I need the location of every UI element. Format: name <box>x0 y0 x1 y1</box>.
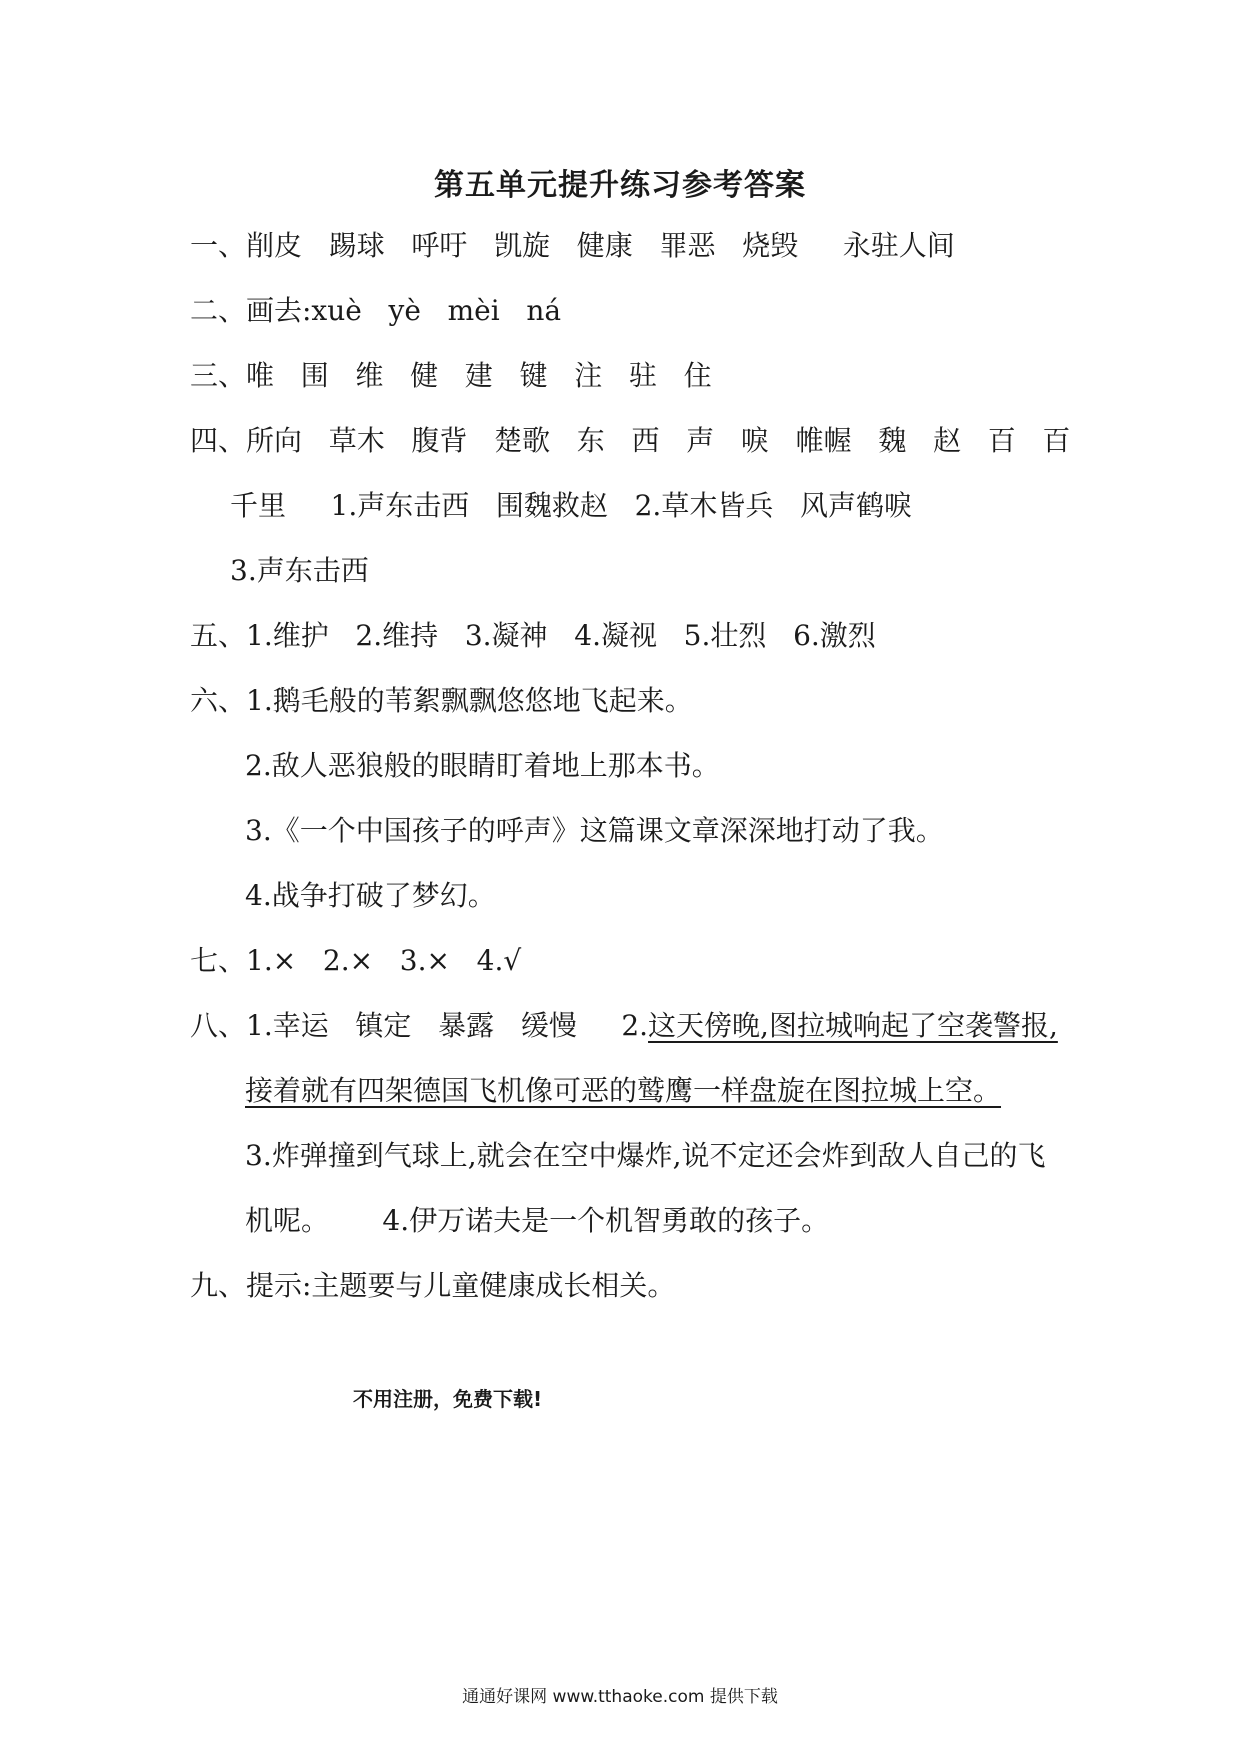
answer-q8-line4: 机呢。 4.伊万诺夫是一个机智勇敢的孩子。 <box>245 1204 830 1237</box>
answer-q8-prefix: 八、1.幸运 镇定 暴露 缓慢 2. <box>190 1009 649 1042</box>
answer-q6-1: 六、1.鹅毛般的苇絮飘飘悠悠地飞起来。 <box>190 684 693 717</box>
answer-q8-line1 <box>190 1006 1058 1046</box>
answer-q6-3: 3.《一个中国孩子的呼声》这篇课文章深深地打动了我。 <box>245 814 944 847</box>
promo-text: 不用注册，免费下载! <box>353 1387 543 1411</box>
page-title: 第五单元提升练习参考答案 <box>434 168 806 203</box>
answer-q1: 一、削皮 踢球 呼吁 凯旋 健康 罪恶 烧毁 永驻人间 <box>190 229 955 262</box>
footer-text: 通通好课网 www.tthaoke.com 提供下载 <box>462 1687 778 1707</box>
answer-q8-line3: 3.炸弹撞到气球上,就会在空中爆炸,说不定还会炸到敌人自己的飞 <box>245 1139 1046 1172</box>
answer-q4-line3: 3.声东击西 <box>230 554 369 587</box>
answer-q5: 五、1.维护 2.维持 3.凝神 4.凝视 5.壮烈 6.激烈 <box>190 619 876 652</box>
answer-q6-4: 4.战争打破了梦幻。 <box>245 879 496 912</box>
answer-q4-line2: 千里 1.声东击西 围魏救赵 2.草木皆兵 风声鹤唳 <box>230 489 913 522</box>
answer-q9: 九、提示:主题要与儿童健康成长相关。 <box>190 1269 676 1302</box>
answer-q3: 三、唯 围 维 健 建 键 注 驻 住 <box>190 359 712 392</box>
answer-q8-underlined-1: 这天傍晚,图拉城响起了空袭警报, <box>648 1009 1058 1042</box>
answer-q4-line1: 四、所向 草木 腹背 楚歌 东 西 声 唳 帷幄 魏 赵 百 百 <box>190 424 1071 457</box>
answer-q6-2: 2.敌人恶狼般的眼睛盯着地上那本书。 <box>245 749 720 782</box>
answer-q2: 二、画去:xuè yè mèi ná <box>190 294 562 327</box>
answer-q8-underlined-2: 接着就有四架德国飞机像可恶的鹫鹰一样盘旋在图拉城上空。 <box>245 1074 1002 1107</box>
answer-q7: 七、1.× 2.× 3.× 4.√ <box>190 944 522 977</box>
answer-q8-line2 <box>245 1071 1001 1111</box>
